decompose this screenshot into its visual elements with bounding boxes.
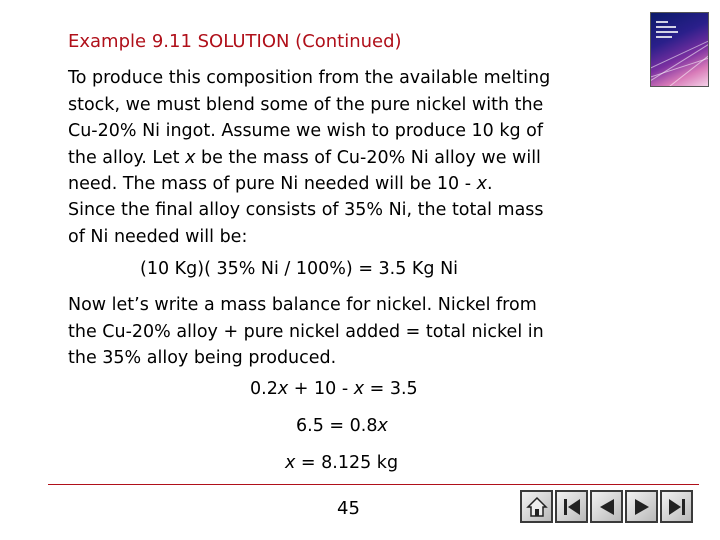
para1-line4b: be the mass of Cu-20% Ni alloy we will [195,147,541,168]
para1-line2: stock, we must blend some of the pure nickel with the [68,94,544,115]
eq2-part: + 10 - [288,379,354,399]
eq3-part: 6.5 = 0.8 [296,416,378,436]
book-cover-thumbnail [650,12,709,87]
next-slide-button[interactable] [625,490,658,523]
home-button[interactable] [520,490,553,523]
first-slide-button[interactable] [555,490,588,523]
eq2-part: = 3.5 [364,379,418,399]
last-slide-button[interactable] [660,490,693,523]
last-icon [666,496,688,518]
para1-line4a: the alloy. Let [68,147,186,168]
footer-divider [48,484,699,485]
variable-x: x [185,147,196,168]
slide-title: Example 9.11 SOLUTION (Continued) [68,31,402,52]
para2-line2: of Ni needed will be: [68,226,248,247]
variable-x: x [476,174,487,194]
page-number: 45 [337,498,360,519]
previous-slide-button[interactable] [590,490,623,523]
para1-line5b: . [486,174,493,194]
equation-nickel-mass: (10 Kg)( 35% Ni / 100%) = 3.5 Kg Ni [140,259,459,279]
eq4-part: = 8.125 kg [295,453,399,473]
para1-line5a: need. The mass of pure Ni needed will be 10 - [68,174,477,194]
previous-icon [596,496,618,518]
paragraph-mass-balance [68,292,628,372]
eq2-part: 0.2 [250,379,278,399]
para3-line3: the 35% alloy being produced. [68,348,337,368]
first-icon [561,496,583,518]
variable-x: x [377,416,388,436]
equation-result [285,453,398,473]
next-icon [631,496,653,518]
para1-line3: Cu-20% Ni ingot. Assume we wish to produce 10 kg of [68,121,544,141]
para2-line1: Since the final alloy consists of 35% Ni, the total mass [68,200,544,220]
paragraph-total-mass [68,197,628,250]
equation-balance [250,379,418,399]
para3-line2: the Cu-20% alloy + pure nickel added = total nickel in [68,321,544,342]
home-icon [526,496,548,518]
para3-line1: Now let’s write a mass balance for nickel. Nickel from [68,295,537,315]
variable-x: x [277,379,289,399]
para1-line1: To produce this composition from the available melting [68,68,551,88]
variable-x: x [285,453,296,473]
equation-simplified [296,416,388,436]
paragraph-blend [68,65,628,198]
variable-x: x [353,379,365,399]
